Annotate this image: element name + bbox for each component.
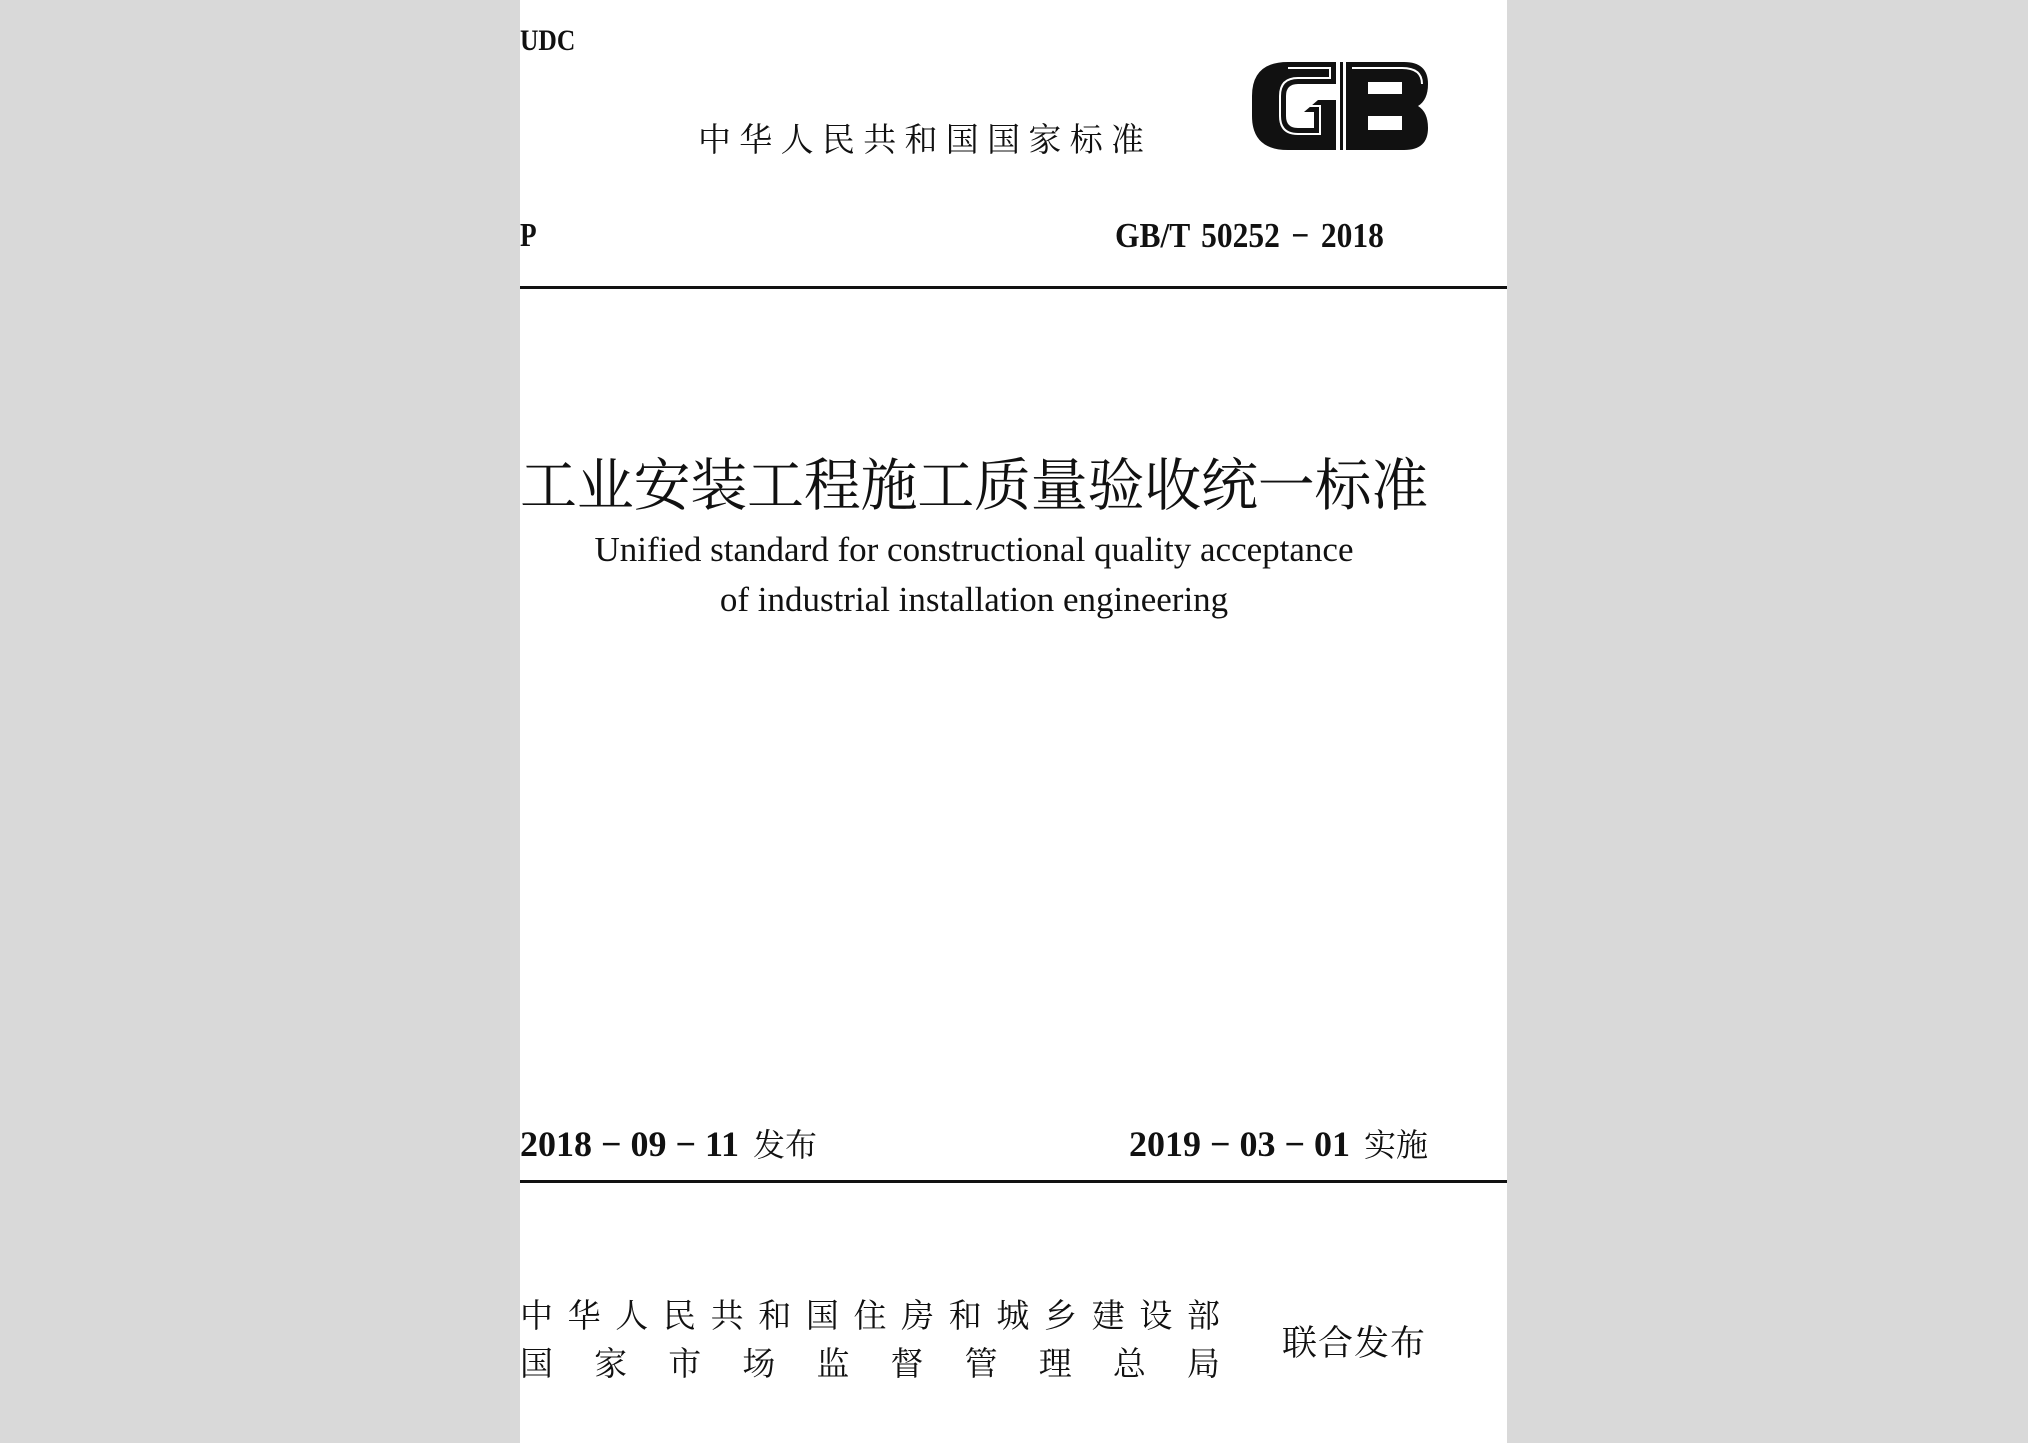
issuer-market-regulation <box>520 1338 1220 1385</box>
joint-issue-label: 联合发布 <box>1282 1324 1427 1364</box>
issuer-char: 城 <box>996 1296 1030 1335</box>
gb-logo-icon <box>1248 60 1432 152</box>
issuer-char: 理 <box>1038 1344 1072 1383</box>
udc-label: UDC <box>520 24 576 57</box>
issuer-char: 和 <box>758 1296 792 1335</box>
title-english-line-1: Unified standard for constructional quality acceptance <box>594 530 1354 569</box>
issuer-char: 乡 <box>1044 1296 1078 1335</box>
issuer-char: 国 <box>805 1296 839 1335</box>
issuer-char: 局 <box>1186 1344 1220 1383</box>
top-divider <box>520 286 1507 289</box>
issuer-char: 中 <box>520 1296 553 1335</box>
issuer-char: 人 <box>615 1296 649 1335</box>
issuer-char: 住 <box>853 1296 887 1335</box>
classification-code: P <box>520 217 537 254</box>
issuer-char: 总 <box>1112 1344 1146 1383</box>
effective-date-block <box>1129 1120 1428 1166</box>
issuer-char: 建 <box>1091 1296 1125 1335</box>
national-standard-heading: 中华人民共和国国家标准 <box>698 120 1153 159</box>
issuer-char: 市 <box>668 1344 702 1383</box>
issuer-char: 房 <box>901 1296 935 1335</box>
issuer-ministry-of-housing <box>520 1290 1220 1337</box>
issuer-char: 共 <box>710 1296 744 1335</box>
bottom-divider <box>520 1180 1507 1183</box>
issuer-char: 和 <box>948 1296 982 1335</box>
title-chinese: 工业安装工程施工质量验收统一标准 <box>520 455 1428 518</box>
issuer-char: 部 <box>1186 1296 1220 1335</box>
standard-code: GB/T 50252 − 2018 <box>1115 216 1384 255</box>
issuer-char: 国 <box>520 1344 553 1383</box>
issuer-char: 场 <box>742 1344 776 1383</box>
document-page <box>520 0 1507 1443</box>
issuer-char: 设 <box>1139 1296 1173 1335</box>
issue-date-block <box>520 1120 817 1166</box>
issuer-char: 家 <box>594 1344 628 1383</box>
issue-label: 发布 <box>753 1126 818 1164</box>
issuer-char: 华 <box>567 1296 601 1335</box>
issuer-char: 督 <box>890 1344 924 1383</box>
effective-label: 实施 <box>1363 1126 1428 1164</box>
issuer-char: 管 <box>964 1344 998 1383</box>
effective-date: 2019 − 03 − 01 <box>1128 1124 1350 1164</box>
issuer-char: 监 <box>816 1344 850 1383</box>
issuer-char: 民 <box>662 1296 696 1335</box>
issue-date: 2018 − 09 − 11 <box>520 1124 740 1164</box>
title-english-line-2: of industrial installation engineering <box>719 580 1229 619</box>
